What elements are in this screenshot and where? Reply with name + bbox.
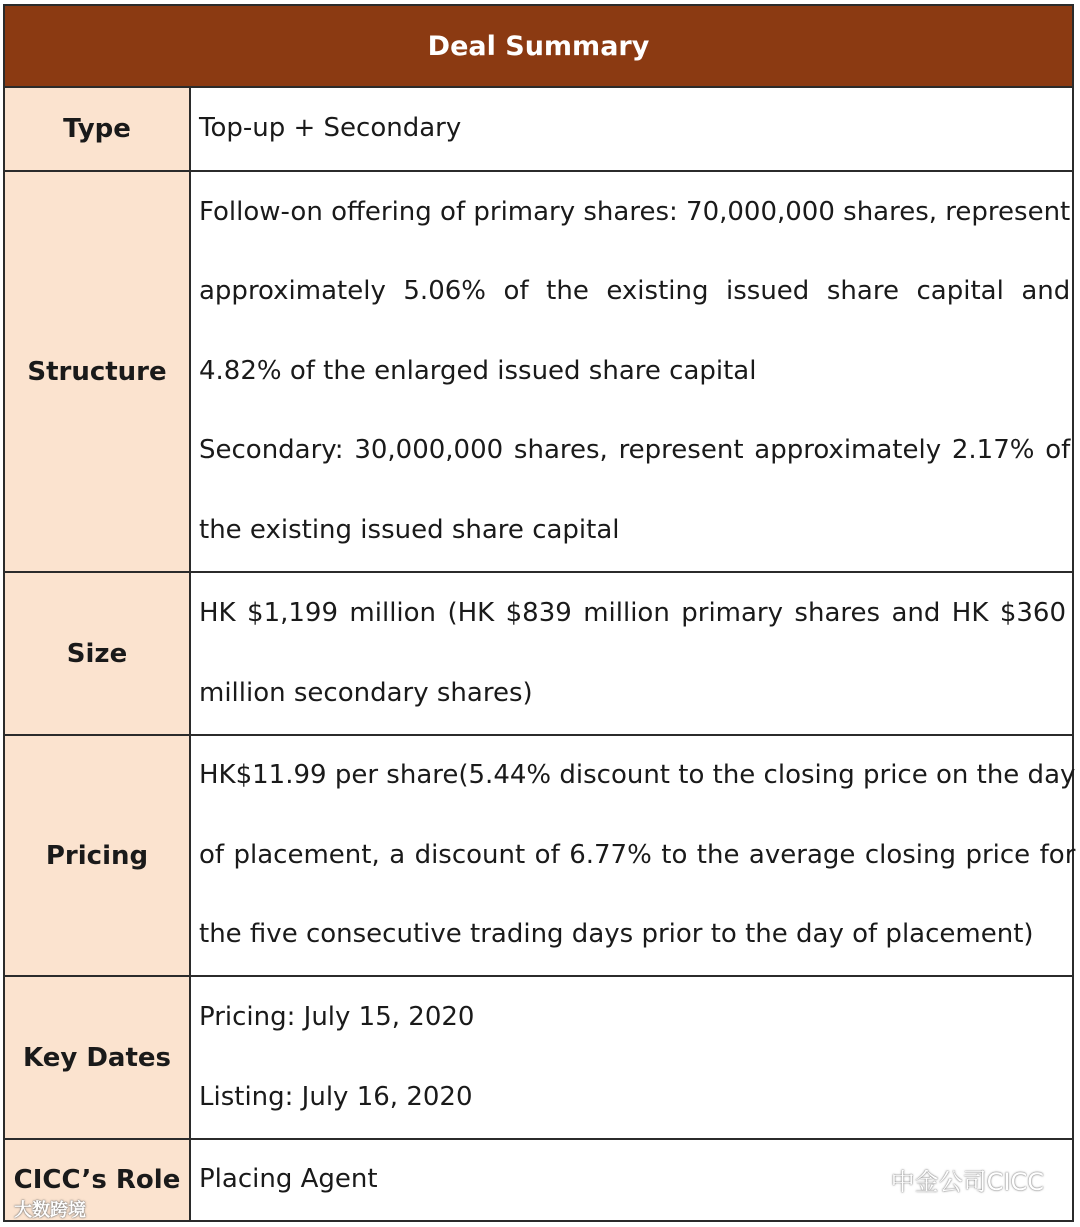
value-line: Follow-on offering of primary shares: 70,000,000 shares, represent: [199, 196, 1071, 227]
table-row-size: [5, 573, 1072, 736]
value-line: approximately 5.06% of the existing issued share capital and: [199, 276, 1071, 307]
row-label-key-dates: Key Dates: [5, 977, 191, 1138]
value-line: the five consecutive trading days prior to the day of placement): [199, 919, 1034, 950]
row-value-pricing: [191, 736, 1080, 975]
row-label-size: Size: [5, 573, 191, 734]
value-line: of placement, a discount of 6.77% to the average closing price for: [199, 839, 1076, 870]
watermark-left-text: 大数跨境: [14, 1200, 86, 1221]
value-line: Pricing: July 15, 2020: [199, 1002, 475, 1032]
row-label-pricing: Pricing: [5, 736, 191, 975]
row-label-structure: Structure: [5, 172, 191, 571]
value-line: Secondary: 30,000,000 shares, represent approximately 2.17% of: [199, 435, 1071, 466]
value-line: million secondary shares): [199, 677, 533, 708]
watermark-right-text: 中金公司CICC: [890, 1168, 1044, 1196]
table-row-type: [5, 88, 1072, 172]
value-line: the existing issued share capital: [199, 514, 620, 545]
row-value-structure: [191, 172, 1076, 571]
wechat-icon: [851, 1167, 883, 1193]
value-line: HK $1,199 million (HK $839 million primary shares and HK $360: [199, 598, 1066, 628]
watermark-left: [14, 1196, 86, 1222]
value-line: Listing: July 16, 2020: [199, 1081, 473, 1112]
table-title: Deal Summary: [427, 30, 650, 62]
value-line: Placing Agent: [199, 1164, 378, 1195]
row-value-type: [191, 88, 1072, 170]
table-row-pricing: [5, 736, 1076, 977]
value-line: 4.82% of the enlarged issued share capital: [199, 355, 757, 386]
value-line: HK$11.99 per share(5.44% discount to the closing price on the day: [199, 760, 1076, 791]
table-row-key-dates: [5, 977, 1072, 1140]
table-row-structure: [5, 172, 1072, 573]
watermark-right: [851, 1162, 1044, 1197]
row-label-type: Type: [5, 88, 191, 170]
value-line: Top-up + Secondary: [199, 113, 462, 144]
row-value-size: [191, 573, 1072, 734]
table-header: [5, 6, 1072, 88]
deal-summary-table: [3, 4, 1074, 1222]
row-label-ciccs-role: CICC’s Role: [5, 1140, 191, 1220]
row-value-key-dates: [191, 977, 1072, 1138]
